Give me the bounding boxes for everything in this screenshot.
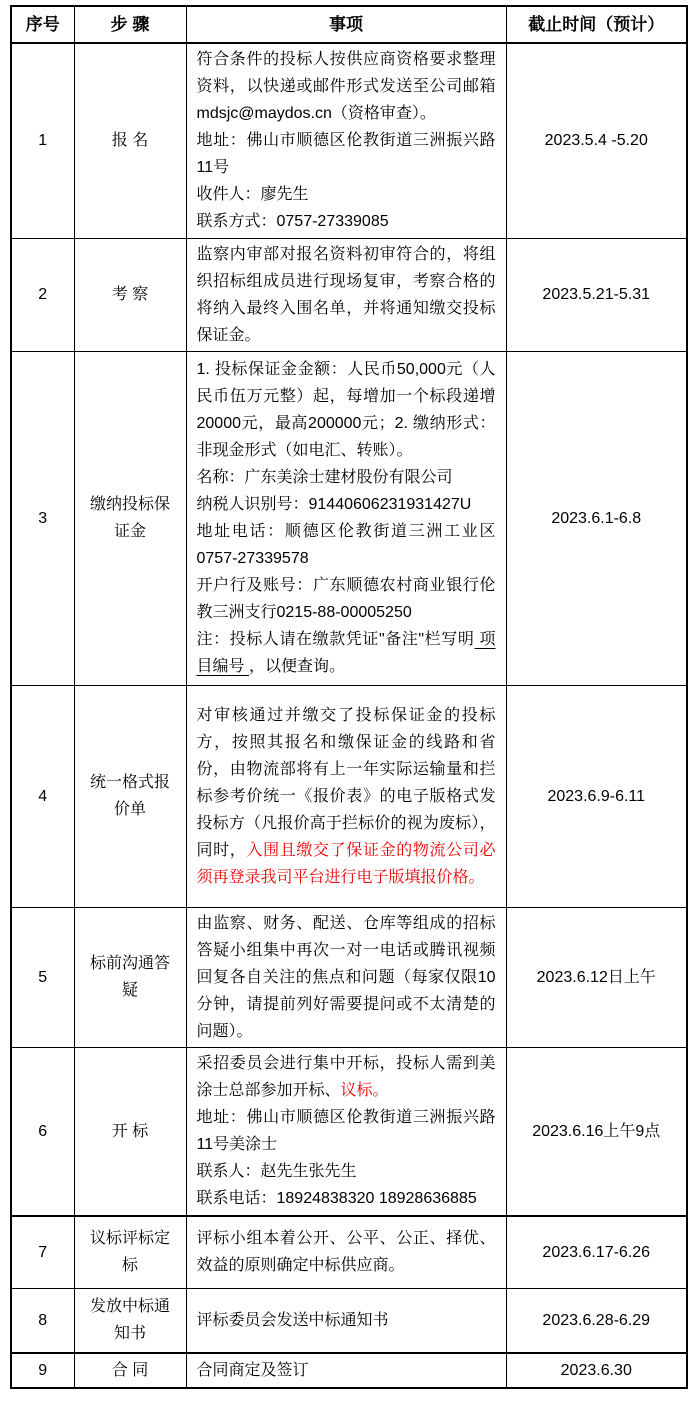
item-paragraph (197, 572, 496, 626)
item-paragraph (197, 626, 496, 680)
table-row (11, 907, 687, 1047)
text-segment: 评标小组本着公开、公平、公正、择优、效益的原则确定中标供应商。 (196, 1230, 496, 1275)
table-row (11, 685, 687, 907)
cell-deadline: 2023.6.16上午9点 (506, 1047, 687, 1216)
cell-step: 合 同 (74, 1353, 186, 1388)
cell-deadline: 2023.6.9-6.11 (506, 685, 687, 907)
cell-step: 统一格式报价单 (74, 685, 186, 907)
table-row (11, 43, 687, 238)
item-paragraph (197, 241, 496, 349)
item-paragraph (197, 356, 496, 464)
text-segment: 由监察、财务、配送、仓库等组成的招标答疑小组集中再次一对一电话或腾讯视频回复各自关注的焦点和问题（每家仅限10分钟，请提前列好需要提问或不太清楚的问题）。 (196, 914, 496, 1040)
text-segment: 对审核通过并缴交了投标保证金的投标方，按照其报名和缴保证金的线路和省份，由物流部将有上一年实际运输量和拦标参考价统一《报价表》的电子版格式发投标方（凡报价高于拦标价的视为废标），同时， (196, 706, 496, 859)
table-row (11, 1353, 687, 1388)
text-segment: 联系电话：18924838320 18928636885 (196, 1190, 477, 1208)
text-segment: 合同商定及签订 (196, 1362, 309, 1379)
cell-step: 报 名 (74, 43, 186, 238)
text-segment-red: 议标。 (340, 1082, 389, 1100)
cell-items (186, 1288, 506, 1353)
cell-deadline: 2023.6.30 (506, 1353, 687, 1388)
cell-items (186, 43, 506, 238)
cell-seq: 3 (11, 351, 74, 685)
cell-items (186, 238, 506, 351)
cell-seq: 1 (11, 43, 74, 238)
text-segment: 纳税人识别号：91440606231931427U (196, 496, 472, 513)
text-segment-red: 入围且缴交了保证金的物流公司必须再登录我司平台进行电子版填报价格。 (196, 841, 496, 886)
text-segment: 地址电话：顺德区伦教街道三洲工业区0757-27339578 (196, 523, 496, 567)
cell-seq: 8 (11, 1288, 74, 1353)
header-deadline: 截止时间（预计） (506, 6, 687, 43)
cell-seq: 2 (11, 238, 74, 351)
item-paragraph (197, 181, 496, 208)
cell-step: 发放中标通知书 (74, 1288, 186, 1353)
item-paragraph (197, 46, 496, 127)
cell-step: 考 察 (74, 238, 186, 351)
cell-step: 标前沟通答疑 (74, 907, 186, 1047)
item-paragraph (197, 518, 496, 572)
item-paragraph (197, 1185, 496, 1212)
item-paragraph (197, 1104, 496, 1158)
item-paragraph (197, 910, 496, 1045)
cell-deadline: 2023.6.28-6.29 (506, 1288, 687, 1353)
cell-deadline: 2023.6.17-6.26 (506, 1216, 687, 1288)
cell-seq: 4 (11, 685, 74, 907)
cell-step: 缴纳投标保证金 (74, 351, 186, 685)
cell-items (186, 1047, 506, 1216)
table-row (11, 238, 687, 351)
item-paragraph (197, 1357, 496, 1384)
cell-items (186, 351, 506, 685)
text-segment: 符合条件的投标人按供应商资格要求整理资料，以快递或邮件形式发送至公司邮箱mdsjc@maydos.cn（资格审查）。 (196, 51, 496, 123)
text-segment: 联系方式：0757-27339085 (196, 213, 389, 231)
cell-deadline: 2023.5.21-5.31 (506, 238, 687, 351)
item-paragraph (197, 127, 496, 181)
text-segment: 1. 投标保证金金额：人民币50,000元（人民币伍万元整）起，每增加一个标段递增20000元，最高200000元；2. 缴纳形式：非现金形式（如电汇、转账）。 (196, 361, 496, 459)
header-row (11, 6, 687, 43)
text-segment: 采招委员会进行集中开标，投标人需到美涂士总部参加开标、 (196, 1055, 496, 1100)
text-segment: 注：投标人请在缴款凭证"备注"栏写明 (196, 631, 475, 648)
cell-items (186, 1216, 506, 1288)
item-paragraph (197, 491, 496, 518)
item-paragraph (197, 1050, 496, 1104)
cell-seq: 5 (11, 907, 74, 1047)
item-paragraph (197, 1225, 496, 1279)
cell-step: 开 标 (74, 1047, 186, 1216)
item-paragraph (197, 208, 496, 235)
header-seq: 序号 (11, 6, 74, 43)
text-segment: 地址：佛山市顺德区伦教街道三洲振兴路11号美涂士 (196, 1109, 496, 1154)
text-segment: 收件人：廖先生 (196, 186, 309, 204)
text-segment: 开户行及账号：广东顺德农村商业银行伦教三洲支行0215-88-00005250 (196, 577, 496, 621)
table-row (11, 1288, 687, 1353)
cell-step: 议标评标定标 (74, 1216, 186, 1288)
text-segment-underline: 项目编号 (196, 631, 496, 675)
item-paragraph (197, 464, 496, 491)
cell-deadline: 2023.6.12日上午 (506, 907, 687, 1047)
text-segment: 地址：佛山市顺德区伦教街道三洲振兴路11号 (196, 132, 496, 177)
header-items: 事项 (186, 6, 506, 43)
text-segment: ，以便查询。 (248, 658, 345, 675)
item-paragraph (197, 1307, 496, 1334)
table-row (11, 1047, 687, 1216)
item-paragraph (197, 1158, 496, 1185)
cell-seq: 6 (11, 1047, 74, 1216)
header-step: 步 骤 (74, 6, 186, 43)
text-segment: 联系人：赵先生张先生 (196, 1163, 357, 1181)
cell-items (186, 1353, 506, 1388)
cell-deadline: 2023.5.4 -5.20 (506, 43, 687, 238)
text-segment: 名称：广东美涂士建材股份有限公司 (196, 469, 453, 486)
bidding-schedule-table (10, 5, 688, 1389)
table-row (11, 351, 687, 685)
cell-seq: 9 (11, 1353, 74, 1388)
item-paragraph (197, 702, 496, 891)
text-segment: 评标委员会发送中标通知书 (196, 1311, 389, 1329)
text-segment: 监察内审部对报名资料初审符合的，将组织招标组成员进行现场复审，考察合格的将纳入最终入围名单，并将通知缴交投标保证金。 (196, 245, 496, 344)
table-row (11, 1216, 687, 1288)
cell-items (186, 685, 506, 907)
cell-deadline: 2023.6.1-6.8 (506, 351, 687, 685)
cell-items (186, 907, 506, 1047)
cell-seq: 7 (11, 1216, 74, 1288)
